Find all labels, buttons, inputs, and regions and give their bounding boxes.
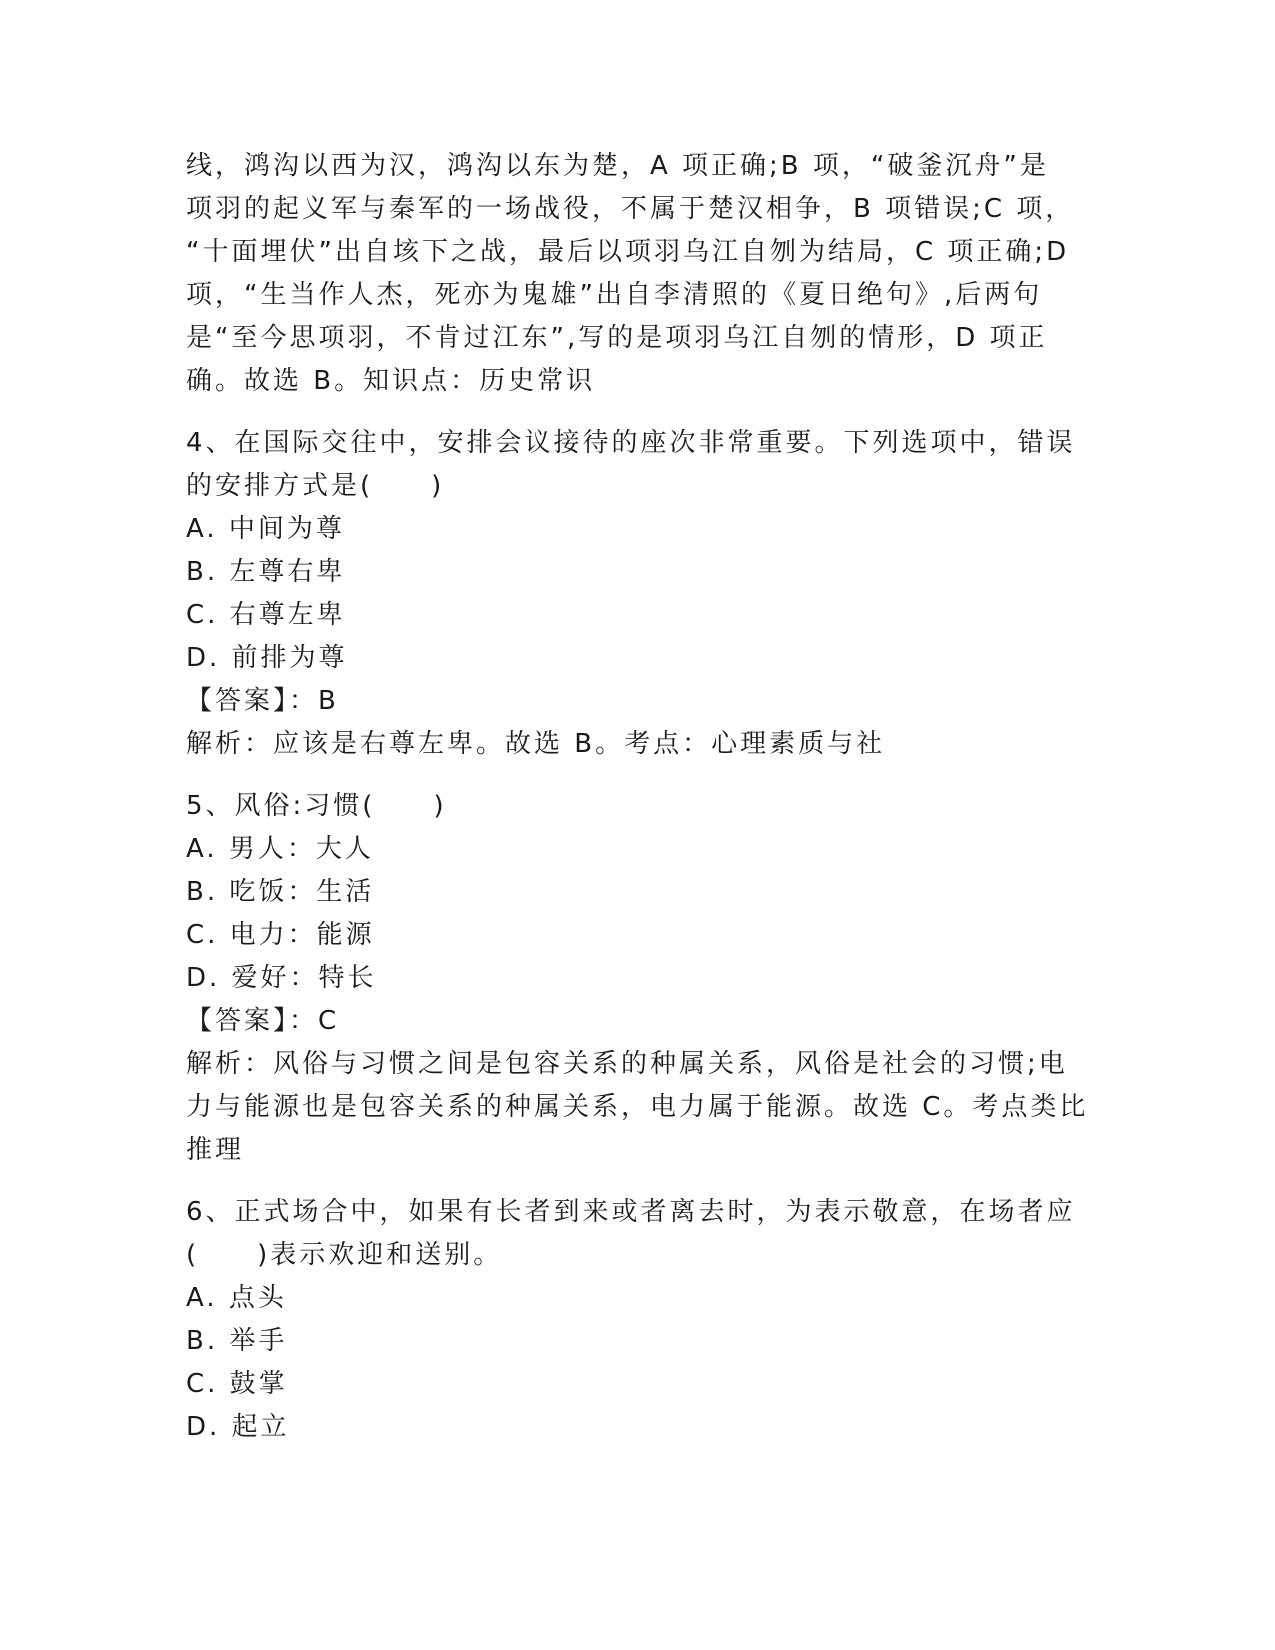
option-a: A. 中间为尊 (186, 514, 345, 544)
option-c: C. 右尊左卑 (186, 600, 346, 630)
option-c: C. 电力：能源 (186, 920, 375, 950)
text-line: 项，“生当作人杰，死亦为鬼雄”出自李清照的《夏日绝句》,后两句 (186, 280, 1043, 310)
question-stem: ( )表示欢迎和送别。 (186, 1240, 503, 1270)
question-5 (186, 785, 1089, 1172)
explanation: 解析：风俗与习惯之间是包容关系的种属关系，风俗是社会的习惯;电 (186, 1049, 1068, 1079)
option-a: A. 点头 (186, 1283, 287, 1313)
explanation: 力与能源也是包容关系的种属关系，电力属于能源。故选 C。考点类比 (186, 1092, 1089, 1122)
text-line: 线，鸿沟以西为汉，鸿沟以东为楚，A 项正确;B 项，“破釜沉舟”是 (186, 151, 1049, 181)
option-a: A. 男人：大人 (186, 834, 374, 864)
text-line: 是“至今思项羽，不肯过江东”,写的是项羽乌江自刎的情形，D 项正 (186, 323, 1048, 353)
question-stem: 4、在国际交往中，安排会议接待的座次非常重要。下列选项中，错误 (186, 428, 1076, 458)
explanation: 推理 (186, 1135, 245, 1165)
question-6 (186, 1191, 1086, 1449)
text-line: 确。故选 B。知识点：历史常识 (186, 366, 596, 396)
option-d: D. 前排为尊 (186, 643, 348, 673)
prev-explanation (186, 145, 1086, 403)
text-line: 项羽的起义军与秦军的一场战役，不属于楚汉相争，B 项错误;C 项， (186, 194, 1075, 224)
explanation: 解析：应该是右尊左卑。故选 B。考点：心理素质与社 (186, 729, 886, 759)
option-b: B. 吃饭：生活 (186, 877, 375, 907)
text-line: “十面埋伏”出自垓下之战，最后以项羽乌江自刎为结局，C 项正确;D (186, 237, 1070, 267)
answer: 【答案】：C (186, 1006, 340, 1036)
document-page (186, 145, 1089, 1449)
option-b: B. 左尊右卑 (186, 557, 346, 587)
option-d: D. 起立 (186, 1412, 290, 1442)
option-d: D. 爱好：特长 (186, 963, 377, 993)
question-stem: 的安排方式是( ) (186, 471, 445, 501)
question-4 (186, 422, 1086, 766)
question-stem: 5、风俗:习惯( ) (186, 791, 447, 821)
option-c: C. 鼓掌 (186, 1369, 288, 1399)
answer: 【答案】：B (186, 686, 339, 716)
question-stem: 6、正式场合中，如果有长者到来或者离去时，为表示敬意，在场者应 (186, 1197, 1076, 1227)
option-b: B. 举手 (186, 1326, 288, 1356)
